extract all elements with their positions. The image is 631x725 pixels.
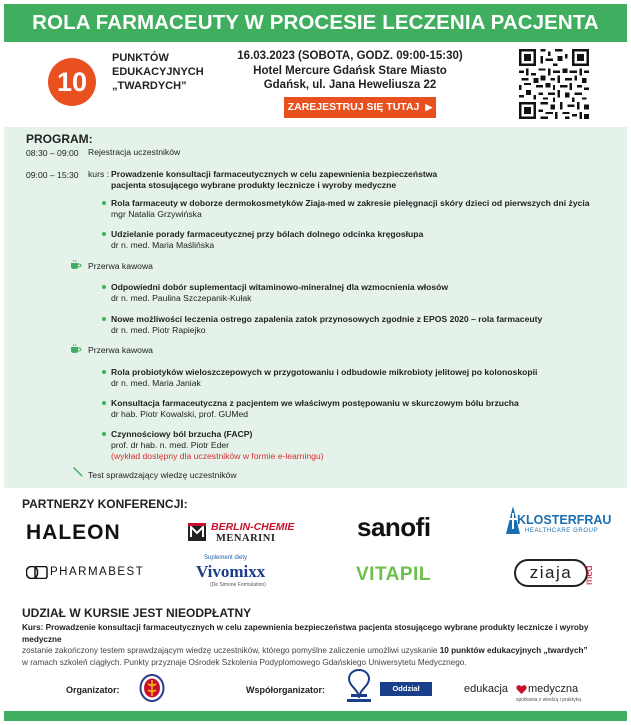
bullet-icon (102, 317, 106, 321)
sanofi-logo: sanofi (357, 512, 431, 542)
bullet-icon (102, 201, 106, 205)
register-label: ZAREJESTRUJ SIĘ TUTAJ (287, 101, 420, 113)
oddzial-gdansk-badge: Oddział Gdańsk (380, 682, 432, 696)
time-slot: 09:00 – 15:30 (26, 170, 79, 180)
coffee-cup-icon (70, 344, 82, 354)
gumed-logo-icon (139, 674, 165, 702)
heart-icon (516, 684, 527, 695)
lecture-title: Rola probiotyków wieloszczepowych w przygotowaniu i odbudowie mikrobioty jelitowej po kolonoskopii (111, 367, 538, 377)
bullet-icon (102, 232, 106, 236)
vivomixx-logo: Suplement diety Vivomixx (De Simone Formulation) (196, 555, 266, 588)
partners-title: PARTNERZY KONFERENCJI: (22, 497, 188, 511)
bullet-icon (102, 401, 106, 405)
pharmacy-society-logo-icon (343, 668, 375, 704)
program-section (4, 127, 627, 488)
bullet-icon (102, 370, 106, 374)
lecture-speaker: dr n. med. Maria Janiak (111, 378, 201, 388)
points-badge-text: PUNKTÓW EDUKACYJNYCH „TWARDYCH” (112, 52, 204, 92)
points-badge: 10 (48, 58, 96, 106)
berlin-chemie-logo: BERLIN-CHEMIE MENARINI (188, 520, 328, 546)
course-title-line2: pacjenta stosującego wybrane produkty lecznicze i wyroby medyczne (111, 180, 397, 190)
lecture-speaker: dr n. med. Piotr Rapiejko (111, 325, 206, 335)
e-learning-note: (wykład dostępny dla uczestników w formie e-learningu) (111, 451, 324, 461)
pharmabest-logo: PHARMABEST (26, 565, 156, 581)
lecture-title: Udzielanie porady farmaceutycznej przy bólach dolnego odcinka kręgosłupa (111, 229, 424, 239)
course-title-line1: Prowadzenie konsultacji farmaceutycznych w celu zapewnienia bezpieczeństwa (111, 169, 438, 179)
lecture-title: Nowe możliwości leczenia ostrego zapalenia zatok przynosowych zgodnie z EPOS 2020 – rola farmaceuty (111, 314, 543, 324)
course-prefix: kurs : (88, 169, 110, 179)
time-slot: 08:30 – 09:00 (26, 148, 79, 158)
vitapil-logo: VITAPIL (356, 564, 431, 585)
footer-bar (4, 711, 627, 721)
event-date: 16.03.2023 (SOBOTA, GODZ. 09:00-15:30) (237, 50, 463, 62)
lecture-title: Czynnościowy ból brzucha (FACP) (111, 429, 253, 439)
ziaja-med-logo: ziaja med (514, 559, 610, 589)
register-button[interactable] (284, 97, 436, 118)
registration-text: Rejestracja uczestników (88, 147, 181, 157)
menarini-mark-icon (188, 523, 206, 541)
event-venue: Hotel Mercure Gdańsk Stare Miasto (253, 64, 447, 77)
page-title: ROLA FARMACEUTY W PROCESIE LECZENIA PACJENTA (4, 4, 627, 42)
pharmabest-mark-icon (26, 566, 48, 579)
haleon-logo: HALEON (26, 521, 121, 544)
lecture-speaker: dr n. med. Maria Maślińska (111, 240, 215, 250)
coffee-break: Przerwa kawowa (88, 345, 153, 355)
free-participation-title: UDZIAŁ W KURSIE JEST NIEODPŁATNY (22, 606, 252, 620)
organizer-label: Organizator: (66, 685, 120, 695)
lecture-speaker: mgr Natalia Grzywińska (111, 209, 202, 219)
lecture-speaker: prof. dr hab. n. med. Piotr Eder (111, 440, 229, 450)
qr-code-icon[interactable] (519, 49, 589, 119)
pencil-icon (72, 466, 84, 478)
lecture-title: Konsultacja farmaceutyczna z pacjentem we właściwym postępowaniu w skurczowym bólu brzucha (111, 398, 519, 408)
event-header (0, 42, 631, 126)
coffee-break: Przerwa kawowa (88, 261, 153, 271)
bullet-icon (102, 432, 106, 436)
klosterfrau-logo: KLOSTERFRAU HEALTHCARE GROUP (503, 503, 603, 543)
free-participation-text: Kurs: Prowadzenie konsultacji farmaceutycznych w celu zapewnienia bezpieczeństwa pacjenta stosującego wybrane produkty lecznicze i wyroby medyczne zostanie zakończony testem sprawdzającym wiedzę uczestników, którego pomyślne zaliczenie umożliwi uzyskanie 10 punktów edukacyjnych „twardych” w ramach szkoleń ciągłych. Punkty przyznaje Ośrodek Szkolenia Podyplomowego Gdańskiego Uniwersytetu Medycznego. (22, 623, 589, 667)
lecture-title: Rola farmaceuty w doborze dermokosmetyków Ziaja-med w zakresie pielęgnacji skóry dzieci od pierwszych dni życia (111, 198, 590, 208)
bullet-icon (102, 285, 106, 289)
program-title: PROGRAM: (26, 132, 93, 146)
coorganizer-label: Współorganizator: (246, 685, 325, 695)
lecture-speaker: dr n. med. Paulina Szczepanik-Kułak (111, 293, 252, 303)
lecture-title: Odpowiedni dobór suplementacji witaminowo-mineralnej dla wzmocnienia włosów (111, 282, 449, 292)
test-text: Test sprawdzający wiedzę uczestników (88, 470, 237, 480)
lecture-speaker: dr hab. Piotr Kowalski, prof. GUMed (111, 409, 249, 419)
event-address: Gdańsk, ul. Jana Heweliusza 22 (263, 79, 437, 91)
arrow-right-icon: ▶ (425, 102, 433, 112)
edukacja-medyczna-logo: edukacja medyczna spotkania z wiedzą i praktyką (464, 683, 582, 703)
coffee-cup-icon (70, 260, 82, 270)
event-info (226, 49, 474, 93)
